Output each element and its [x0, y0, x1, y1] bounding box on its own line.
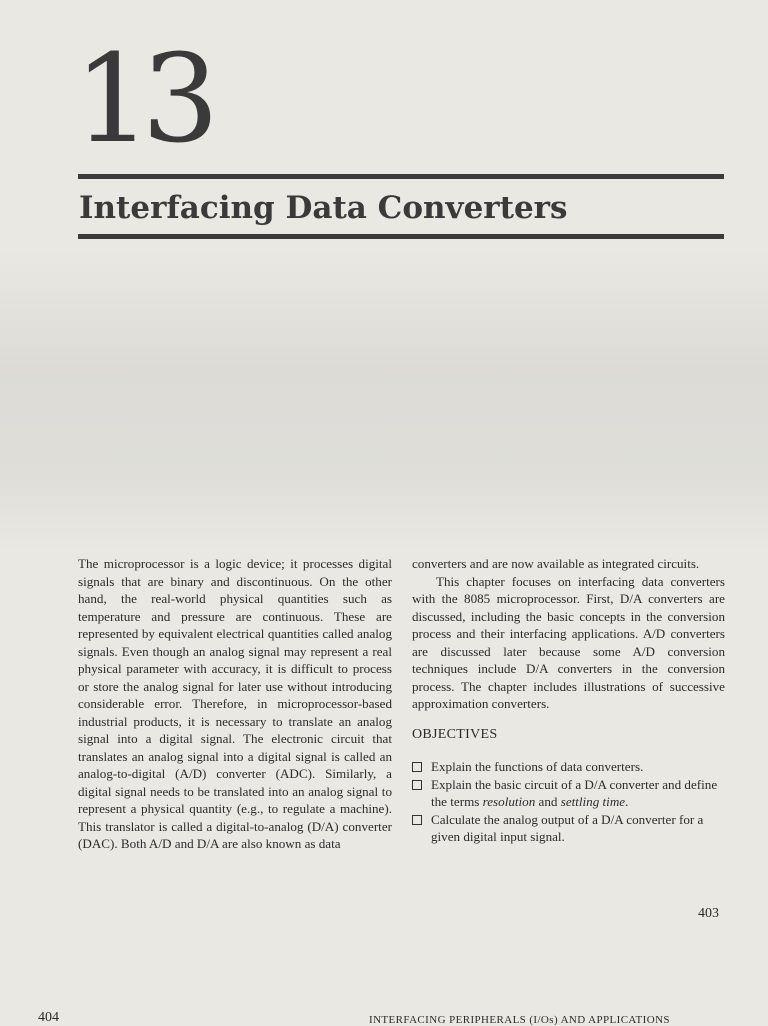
term-settling-time: settling time: [560, 794, 626, 809]
objective-item: [412, 811, 725, 846]
objective-item: [412, 758, 725, 776]
chapter-number: 13: [74, 28, 210, 170]
intro-continuation: converters and are now available as integrated circuits.: [412, 556, 700, 571]
intro-paragraph: The microprocessor is a logic device; it processes digital signals that are binary and discontinuous. On the other hand, the real-world physical quantities such as temperature and pressure are continuous. These are represented by equivalent electrical quantities called analog signals. Even though an analog signal may represent a real physical parameter with accuracy, it is difficult to process or store the analog signal for later use without introducing considerable error. Therefore, in microprocessor-based industrial products, it is necessary to translate an analog signal into a digital signal. The electronic circuit that translates an analog signal into a digital signal is called an analog-to-digital (A/D) converter (ADC). Similarly, a digital signal needs to be translated into an analog signal to represent a physical quantity (e.g., to regulate a machine). This translator is called a digital-to-analog (D/A) converter (DAC). Both A/D and D/A are also known as data: [78, 556, 392, 851]
objective-item: [412, 776, 725, 811]
left-column: [78, 555, 392, 853]
title-rule-bottom: [78, 234, 724, 239]
checkbox-icon: [412, 780, 422, 790]
facing-page-number: 404: [38, 1010, 59, 1025]
checkbox-icon: [412, 815, 422, 825]
title-rule-top: [78, 174, 724, 179]
objective-text-part: Explain the basic circuit of a D/A converter and define the terms: [431, 776, 718, 809]
objectives-heading: OBJECTIVES: [412, 726, 498, 742]
bleed-through-shadow: [0, 250, 768, 550]
objective-text-part: and: [535, 794, 561, 809]
page-number: 403: [698, 906, 719, 921]
objective-text: Explain the functions of data converters.: [431, 759, 644, 774]
right-column: [412, 555, 725, 846]
chapter-title: Interfacing Data Converters: [79, 190, 568, 226]
objective-text: Calculate the analog output of a D/A converter for a given digital input signal.: [431, 811, 704, 844]
term-resolution: resolution: [482, 794, 536, 809]
checkbox-icon: [412, 762, 422, 772]
objective-text: [431, 776, 725, 811]
objective-text-part: .: [625, 794, 629, 809]
running-head: INTERFACING PERIPHERALS (I/Os) AND APPLICATIONS: [369, 1014, 670, 1026]
chapter-focus-paragraph: This chapter focuses on interfacing data converters with the 8085 microprocessor. First, D/A converters are discussed, including the basic concepts in the conversion process and their interfacing applications. A/D converters are discussed later because some A/D conversion techniques include D/A converters in the conversion process. The chapter includes illustrations of successive approximation converters.: [412, 573, 725, 711]
